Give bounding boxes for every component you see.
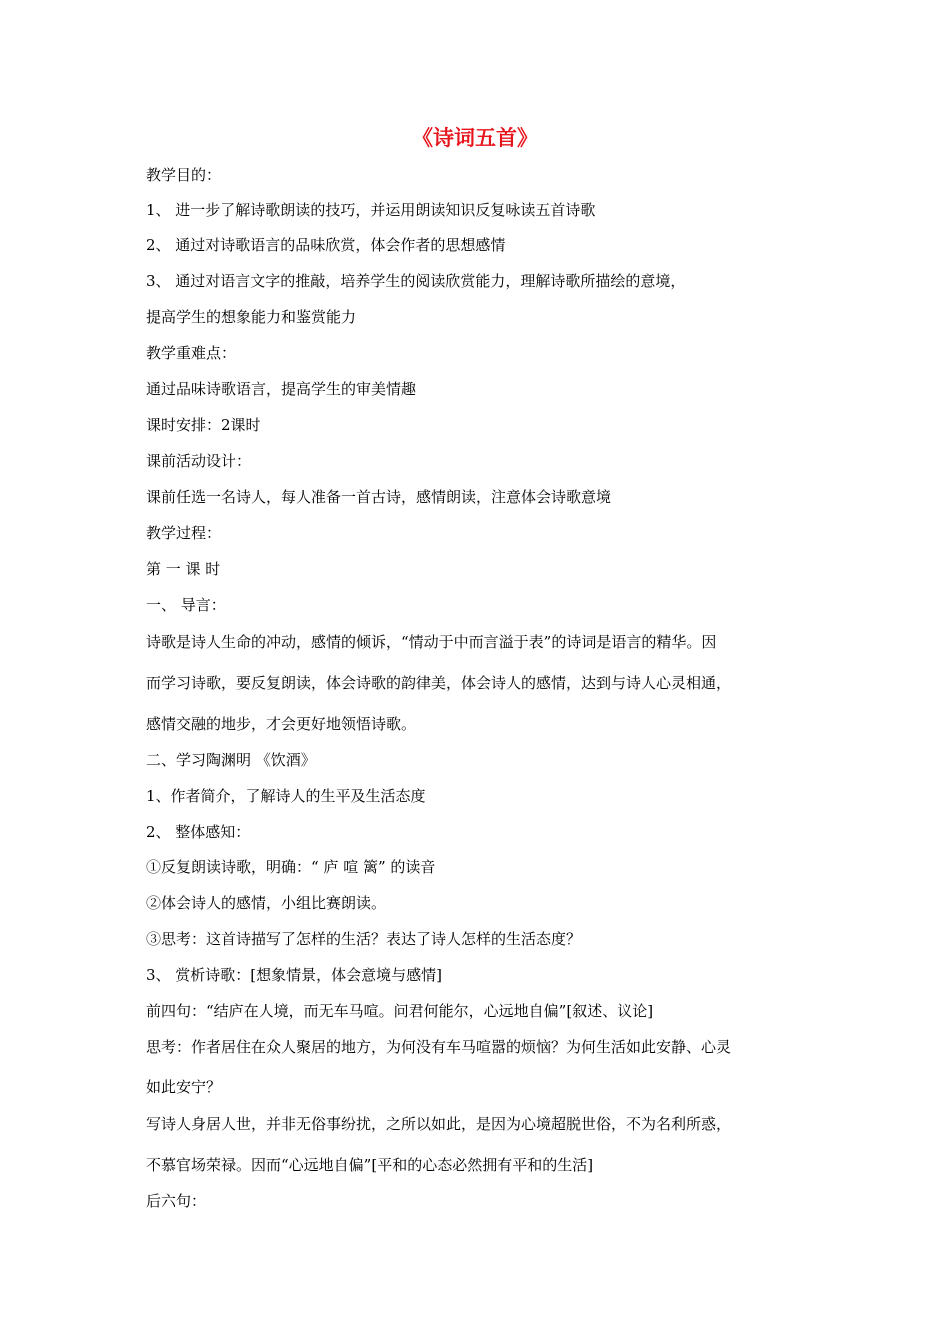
step-author-intro: 1、作者简介，了解诗人的生平及生活态度: [146, 787, 426, 805]
section-heading-key-points: 教学重难点：: [146, 344, 237, 362]
step-overall-perception: 2、 整体感知：: [146, 823, 251, 841]
intro-heading: 一、 导言：: [146, 596, 226, 614]
lesson-heading: 第 一 课 时: [146, 560, 221, 578]
poem-study-heading: 二、学习陶渊明 《饮酒》: [146, 751, 316, 769]
intro-paragraph-line-2: 而学习诗歌，要反复朗读，体会诗歌的韵律美，体会诗人的感情，达到与诗人心灵相通，: [146, 674, 732, 692]
task-item-2: ②体会诗人的感情，小组比赛朗读。: [146, 894, 387, 912]
section-heading-objectives: 教学目的：: [146, 166, 222, 184]
question-paragraph-line-1: 思考：作者居住在众人聚居的地方，为何没有车马喧嚣的烦恼？为何生活如此安静、心灵: [146, 1038, 732, 1056]
section-heading-process: 教学过程：: [146, 524, 222, 542]
analysis-paragraph-line-1: 写诗人身居人世，并非无俗事纷扰，之所以如此，是因为心境超脱世俗，不为名利所惑，: [146, 1115, 732, 1133]
objective-item-3-continued: 提高学生的想象能力和鉴赏能力: [146, 308, 357, 326]
key-points-text: 通过品味诗歌语言，提高学生的审美情趣: [146, 380, 417, 398]
intro-paragraph-line-3: 感情交融的地步，才会更好地领悟诗歌。: [146, 715, 417, 733]
task-item-1: ①反复朗读诗歌，明确：“ 庐 喧 篱” 的读音: [146, 858, 436, 876]
objective-item-3: 3、 通过对语言文字的推敲，培养学生的阅读欣赏能力，理解诗歌所描绘的意境，: [146, 272, 686, 290]
section-heading-pre-class: 课前活动设计：: [146, 452, 252, 470]
objective-item-1: 1、 进一步了解诗歌朗读的技巧，并运用朗读知识反复咏读五首诗歌: [146, 201, 596, 219]
step-appreciation: 3、 赏析诗歌：[想象情景，体会意境与感情]: [146, 966, 443, 984]
first-four-lines-text: 前四句：“结庐在人境，而无车马喧。问君何能尔，心远地自偏”[叙述、议论]: [146, 1002, 654, 1020]
task-item-3: ③思考：这首诗描写了怎样的生活？表达了诗人怎样的生活态度？: [146, 930, 582, 948]
last-six-lines-heading: 后六句：: [146, 1192, 207, 1210]
pre-class-text: 课前任选一名诗人，每人准备一首古诗，感情朗读，注意体会诗歌意境: [146, 488, 612, 506]
intro-paragraph-line-1: 诗歌是诗人生命的冲动，感情的倾诉，“情动于中而言溢于表”的诗词是语言的精华。因: [146, 633, 717, 651]
schedule-text: 课时安排：2课时: [146, 416, 261, 434]
analysis-paragraph-line-2: 不慕官场荣禄。因而“心远地自偏”[平和的心态必然拥有平和的生活]: [146, 1156, 594, 1174]
objective-item-2: 2、 通过对诗歌语言的品味欣赏，体会作者的思想感情: [146, 236, 506, 254]
question-paragraph-line-2: 如此安宁？: [146, 1078, 222, 1096]
document-title: 《诗词五首》: [412, 126, 538, 150]
